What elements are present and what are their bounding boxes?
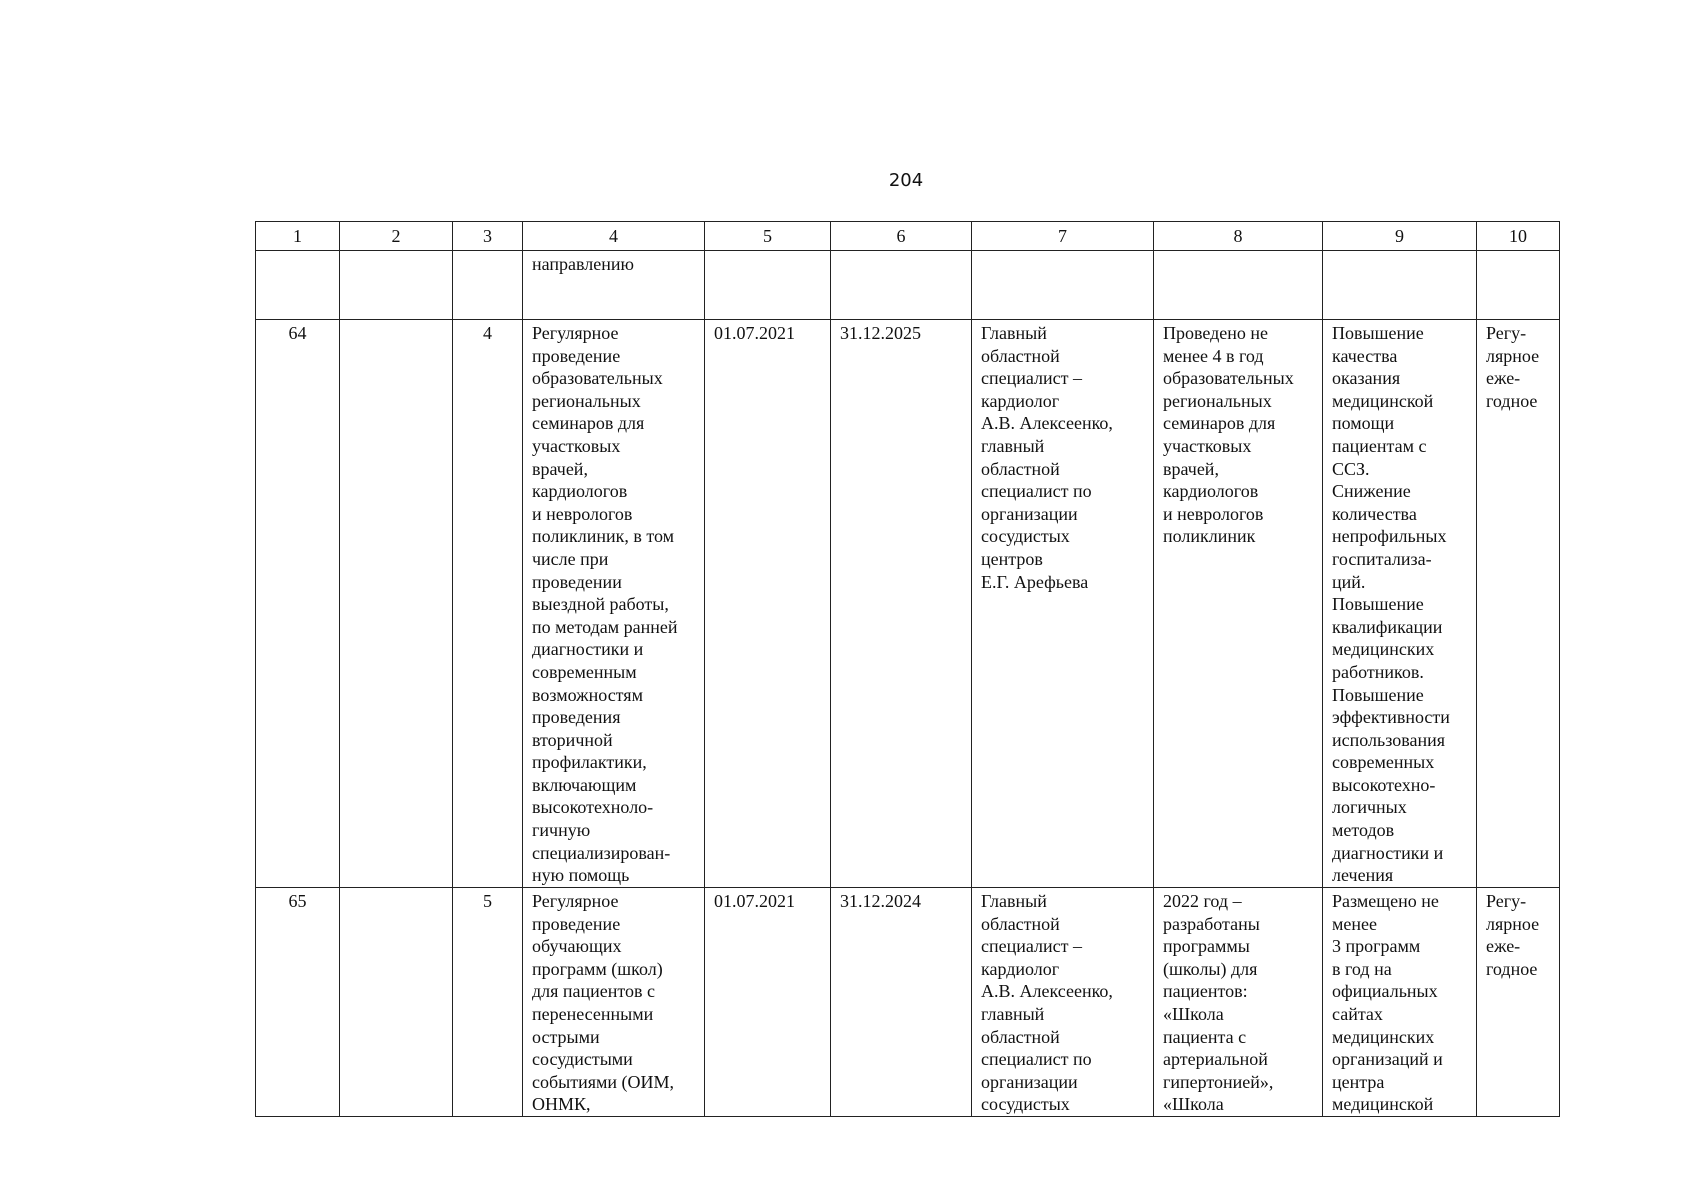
effect-cell: Повышение качества оказания медицинской помощи пациентам с ССЗ. Снижение количества непрофильных госпитализа- ций. Повышение квалификации медицинских работников. Повышение эффективности использования современных высокотехно- логичных методов диагностики и лечения <box>1323 320 1477 888</box>
result-cell: Проведено не менее 4 в год образовательных региональных семинаров для участковых врачей, кардиологов и неврологов поликлиник <box>1154 320 1323 888</box>
effect-cell: Размещено не менее 3 программ в год на официальных сайтах медицинских организаций и центра медицинской <box>1323 888 1477 1117</box>
column-number: 5 <box>705 222 831 251</box>
cell <box>340 888 453 1117</box>
start-date-cell: 01.07.2021 <box>705 888 831 1117</box>
column-number: 7 <box>972 222 1154 251</box>
column-number-row <box>256 222 1560 251</box>
measure-name-cell: Регулярное проведение образовательных региональных семинаров для участковых врачей, кардиологов и неврологов поликлиник, в том числе при проведении выездной работы, по методам ранней диагностики и современным возможностям проведения вторичной профилактики, включающим высокотехноло- гичную специализирован- ную помощь <box>523 320 705 888</box>
sub-number-cell: 5 <box>453 888 523 1117</box>
periodicity-cell: Регу- лярное еже- годное <box>1477 320 1560 888</box>
column-number: 4 <box>523 222 705 251</box>
effect-cell <box>1323 251 1477 320</box>
measures-table <box>255 221 1560 1117</box>
table-row <box>256 888 1560 1117</box>
sub-number-cell <box>453 251 523 320</box>
column-number: 1 <box>256 222 340 251</box>
measure-name-cell: направлению <box>523 251 705 320</box>
row-number-cell: 64 <box>256 320 340 888</box>
responsible-cell: Главный областной специалист – кардиолог А.В. Алексеенко, главный областной специалист по организации сосудистых центров Е.Г. Арефьева <box>972 320 1154 888</box>
periodicity-cell: Регу- лярное еже- годное <box>1477 888 1560 1117</box>
measure-name-cell: Регулярное проведение обучающих программ (школ) для пациентов с перенесенными острыми сосудистыми событиями (ОИМ, ОНМК, <box>523 888 705 1117</box>
end-date-cell: 31.12.2025 <box>831 320 972 888</box>
end-date-cell <box>831 251 972 320</box>
page-number: 204 <box>888 170 924 191</box>
result-cell <box>1154 251 1323 320</box>
column-number: 9 <box>1323 222 1477 251</box>
end-date-cell: 31.12.2024 <box>831 888 972 1117</box>
periodicity-cell <box>1477 251 1560 320</box>
start-date-cell <box>705 251 831 320</box>
row-number-cell <box>256 251 340 320</box>
sub-number-cell: 4 <box>453 320 523 888</box>
responsible-cell: Главный областной специалист – кардиолог А.В. Алексеенко, главный областной специалист по организации сосудистых <box>972 888 1154 1117</box>
column-number: 2 <box>340 222 453 251</box>
result-cell: 2022 год – разработаны программы (школы) для пациентов: «Школа пациента с артериальной гипертонией», «Школа <box>1154 888 1323 1117</box>
cell <box>340 251 453 320</box>
responsible-cell <box>972 251 1154 320</box>
column-number: 3 <box>453 222 523 251</box>
row-number-cell: 65 <box>256 888 340 1117</box>
start-date-cell: 01.07.2021 <box>705 320 831 888</box>
column-number: 6 <box>831 222 972 251</box>
column-number: 8 <box>1154 222 1323 251</box>
table-row <box>256 251 1560 320</box>
column-number: 10 <box>1477 222 1560 251</box>
table-row <box>256 320 1560 888</box>
cell <box>340 320 453 888</box>
